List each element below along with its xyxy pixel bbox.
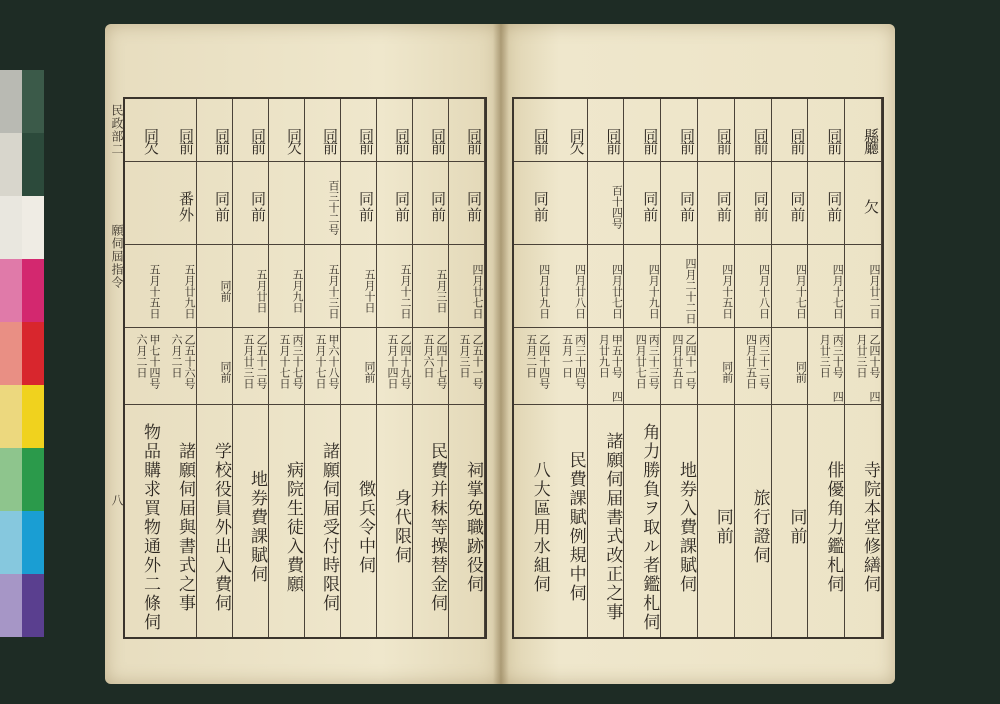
office-char-2: 前: [531, 140, 550, 156]
cell-ref: [125, 163, 161, 247]
office-char-1: 縣: [861, 128, 880, 144]
cell-e: 四月廿七日: [471, 263, 484, 319]
ref-part-1: 同: [393, 191, 411, 207]
office-char-2: 前: [213, 140, 231, 156]
ref-part-1: 同: [751, 191, 770, 207]
cell-f: 丙三十号 四月廿三日: [818, 334, 845, 402]
cell-ref: [808, 163, 844, 247]
cell-f: 同前: [363, 361, 376, 383]
cell-office-2: [161, 135, 196, 161]
office-char-1: 同: [788, 128, 807, 144]
cell-e: 四月十七日: [831, 263, 845, 319]
cell-e: 同前: [219, 280, 232, 302]
office-char-1: 同: [465, 128, 483, 144]
cell-g: 学校役員外出入費伺: [211, 441, 231, 613]
cell-e: 四月十八日: [757, 263, 771, 319]
office-char-1: 同: [177, 128, 195, 144]
ref-part-2: 前: [429, 207, 447, 223]
cell-e: 五月十日: [363, 269, 376, 313]
ref-part-2: 前: [788, 207, 807, 223]
cell-ref: [551, 163, 587, 247]
cell-g: 八大區用水組伺: [529, 460, 550, 594]
left-page: [105, 24, 500, 684]
office-char-2: 前: [677, 140, 696, 156]
cell-e: 四月十九日: [647, 263, 661, 319]
cell-ref: [772, 163, 808, 247]
office-char-2: 欠: [142, 140, 160, 156]
table-column: [735, 99, 772, 637]
cell-ref: [161, 163, 196, 247]
cell-office-2: [233, 135, 268, 161]
cell-f: 乙五十二号 五月廿三日: [242, 334, 268, 389]
office-char-2: 前: [751, 140, 770, 156]
cell-ref: [514, 163, 551, 247]
office-char-2: 欠: [567, 140, 586, 156]
cell-f: 丙三十三号 四月廿七日: [634, 334, 661, 389]
cell-e: 五月三日: [435, 269, 448, 313]
table-column: [661, 99, 698, 637]
table-column: [377, 99, 413, 637]
cell-g: 徴兵令中伺: [355, 479, 375, 575]
cell-g: 民費并秣等操替金伺: [427, 441, 447, 613]
table-column: [845, 99, 882, 637]
cell-g: 諸願伺届與書式之事: [175, 441, 195, 613]
office-char-1: 同: [531, 128, 550, 144]
cell-office-2: [845, 135, 881, 161]
cell-e: 五月九日: [291, 269, 304, 313]
cell-g: 物品購求買物通外二條伺: [140, 422, 160, 632]
ref-part-1: 同: [788, 191, 807, 207]
cell-f: 乙五十六号 六月二日: [170, 334, 196, 389]
office-char-1: 同: [357, 128, 375, 144]
swatch-cyan: [0, 511, 44, 574]
ref-part-1: 同: [641, 191, 660, 207]
cell-office-2: [551, 135, 587, 161]
table-column: [341, 99, 377, 637]
ref-part-1: 同: [825, 191, 844, 207]
office-char-1: 同: [213, 128, 231, 144]
cell-f: 甲五十号 四月廿九日: [597, 334, 624, 402]
cell-ref: [269, 163, 304, 247]
cell-office-2: [772, 135, 808, 161]
cell-e: 四月十七日: [794, 263, 808, 319]
table-column: [125, 99, 161, 637]
ref-part-1: 同: [677, 191, 696, 207]
cell-g: 俳優角力鑑札伺: [823, 460, 844, 594]
cell-office-2: [698, 135, 734, 161]
ref-part-1: 同: [357, 191, 375, 207]
swatch-red: [0, 322, 44, 385]
ref-part-1: 番外: [177, 191, 195, 223]
office-char-1: 同: [429, 128, 447, 144]
cell-f: 丙三十二号 四月廿五日: [744, 334, 771, 389]
ref-part-2: 前: [714, 207, 733, 223]
cell-office-2: [624, 135, 660, 161]
cell-g: 地券入費課賦伺: [675, 460, 696, 594]
cell-ref: [698, 163, 734, 247]
office-char-2: 廳: [861, 140, 880, 156]
cell-e: 四月二十二日: [683, 258, 697, 324]
cell-f: 丙三十七号 五月十七日: [278, 334, 304, 389]
cell-office-2: [413, 135, 448, 161]
office-char-1: 同: [751, 128, 770, 144]
cell-ref: [449, 163, 484, 247]
swatch-yellow: [0, 385, 44, 448]
cell-g: 身代限伺: [391, 489, 411, 565]
cell-g: 諸願伺届受付時限伺: [319, 441, 339, 613]
ref-part-2: 前: [641, 207, 660, 223]
cell-e: 五月廿日: [255, 269, 268, 313]
table-column: [514, 99, 551, 637]
office-char-1: 同: [604, 128, 623, 144]
table-column: [161, 99, 197, 637]
table-column: [305, 99, 341, 637]
cell-ref: [845, 163, 881, 247]
cell-e: 五月廿九日: [183, 263, 196, 319]
cell-g: 病院生徒入費願: [283, 460, 303, 594]
swatch-white2: [0, 196, 44, 259]
cell-f: 乙四十九号 五月十四日: [386, 334, 412, 389]
ref-part-2: 前: [531, 207, 550, 223]
cell-f: 甲七十四号 六月二日: [135, 334, 161, 389]
office-char-1: 同: [393, 128, 411, 144]
table-column: [772, 99, 809, 637]
office-char-1: 同: [142, 128, 160, 144]
ref-part-2: 前: [249, 207, 267, 223]
table-column: [551, 99, 588, 637]
margin-title: 民政部二: [110, 104, 124, 156]
ref-part-1: 百十四号: [610, 185, 624, 229]
table-column: [698, 99, 735, 637]
cell-e: 四月廿七日: [610, 263, 624, 319]
office-char-2: 前: [393, 140, 411, 156]
office-char-2: 前: [604, 140, 623, 156]
cell-g: 同前: [786, 508, 807, 546]
cell-ref: [341, 163, 376, 247]
right-table: [512, 97, 884, 639]
table-column: [269, 99, 305, 637]
cell-office-2: [661, 135, 697, 161]
cell-office-2: [269, 135, 304, 161]
open-book: [105, 24, 895, 684]
ref-part-1: 同: [249, 191, 267, 207]
office-char-2: 前: [249, 140, 267, 156]
table-column: [197, 99, 233, 637]
cell-office-2: [197, 135, 232, 161]
ref-part-1: 同: [465, 191, 483, 207]
margin-page-number: 八: [110, 494, 124, 507]
cell-g: 諸願伺届書式改正之事: [602, 432, 623, 622]
cell-f: 乙四十号 四月廿三日: [854, 334, 881, 402]
swatch-green: [0, 448, 44, 511]
cell-f: 同前: [219, 361, 232, 383]
cell-f: 乙四十七号 五月六日: [422, 334, 448, 389]
office-char-1: 同: [567, 128, 586, 144]
cell-g: 民費課賦例規中伺: [565, 451, 586, 603]
cell-office-2: [808, 135, 844, 161]
table-column: [449, 99, 485, 637]
office-char-1: 同: [285, 128, 303, 144]
office-char-1: 同: [714, 128, 733, 144]
cell-ref: [377, 163, 412, 247]
swatch-white: [0, 133, 44, 196]
margin-section: 願伺屆指令: [110, 224, 124, 289]
ref-part-2: 前: [751, 207, 770, 223]
ref-part-1: 同: [429, 191, 447, 207]
swatch-magenta: [0, 259, 44, 322]
cell-f: 乙五十一号 五月三日: [458, 334, 484, 389]
table-column: [588, 99, 625, 637]
ref-part-2: 前: [393, 207, 411, 223]
office-char-2: 前: [714, 140, 733, 156]
cell-f: 同前: [794, 361, 808, 383]
cell-f: 甲六十八号 五月十七日: [314, 334, 340, 389]
cell-ref: [233, 163, 268, 247]
cell-g: 寺院本堂修繕伺: [859, 460, 880, 594]
cell-office-2: [341, 135, 376, 161]
cell-f: 乙四十四号 五月二日: [524, 334, 551, 389]
cell-e: 五月十二日: [399, 263, 412, 319]
ref-part-2: 前: [677, 207, 696, 223]
swatch-violet: [0, 574, 44, 637]
office-char-2: 前: [788, 140, 807, 156]
table-column: [808, 99, 845, 637]
cell-office-2: [125, 135, 161, 161]
cell-ref: [624, 163, 660, 247]
cell-office-2: [305, 135, 340, 161]
office-char-2: 前: [465, 140, 483, 156]
cell-g: 角力勝負ヲ取ル者鑑札伺: [639, 422, 660, 632]
cell-ref: [413, 163, 448, 247]
left-table: [123, 97, 487, 639]
office-char-1: 同: [825, 128, 844, 144]
office-char-2: 前: [825, 140, 844, 156]
cell-g: 地券費課賦伺: [247, 470, 267, 584]
cell-e: 四月廿二日: [867, 263, 881, 319]
ref-part-1: 欠: [861, 199, 880, 215]
cell-e: 四月十五日: [720, 263, 734, 319]
cell-g: 祠掌免職跡役伺: [463, 460, 483, 594]
cell-office-2: [735, 135, 771, 161]
cell-ref: [735, 163, 771, 247]
office-char-1: 同: [249, 128, 267, 144]
cell-e: 五月十五日: [148, 263, 161, 319]
ref-part-1: 同: [531, 191, 550, 207]
cell-e: 四月廿八日: [573, 263, 587, 319]
office-char-2: 前: [641, 140, 660, 156]
cell-office-2: [449, 135, 484, 161]
cell-ref: [588, 163, 624, 247]
ref-part-2: 前: [213, 207, 231, 223]
office-char-2: 前: [357, 140, 375, 156]
cell-f: 丙三十四号 五月一日: [560, 334, 587, 389]
office-char-2: 前: [429, 140, 447, 156]
cell-office-2: [588, 135, 624, 161]
ref-part-1: 同: [714, 191, 733, 207]
office-char-2: 欠: [285, 140, 303, 156]
cell-office-2: [377, 135, 412, 161]
table-column: [233, 99, 269, 637]
office-char-2: 前: [321, 140, 339, 156]
color-calibration-strip: [0, 70, 44, 636]
ref-part-1: 百三十二号: [327, 179, 340, 235]
cell-ref: [197, 163, 232, 247]
cell-e: 四月廿九日: [537, 263, 551, 319]
ref-part-2: 前: [825, 207, 844, 223]
ref-part-2: 前: [465, 207, 483, 223]
cell-ref: [305, 163, 340, 247]
swatch-gray: [0, 70, 44, 133]
cell-ref: [661, 163, 697, 247]
cell-e: 五月十三日: [327, 263, 340, 319]
office-char-1: 同: [641, 128, 660, 144]
cell-f: 同前: [720, 361, 734, 383]
book-gutter: [493, 24, 509, 684]
cell-f: 乙四十一号 四月廿五日: [670, 334, 697, 389]
cell-office-2: [514, 135, 551, 161]
ref-part-1: 同: [213, 191, 231, 207]
ref-part-2: 前: [357, 207, 375, 223]
office-char-1: 同: [677, 128, 696, 144]
cell-g: 同前: [712, 508, 733, 546]
table-column: [624, 99, 661, 637]
table-column: [413, 99, 449, 637]
cell-g: 旅行證伺: [749, 489, 770, 565]
office-char-2: 前: [177, 140, 195, 156]
office-char-1: 同: [321, 128, 339, 144]
